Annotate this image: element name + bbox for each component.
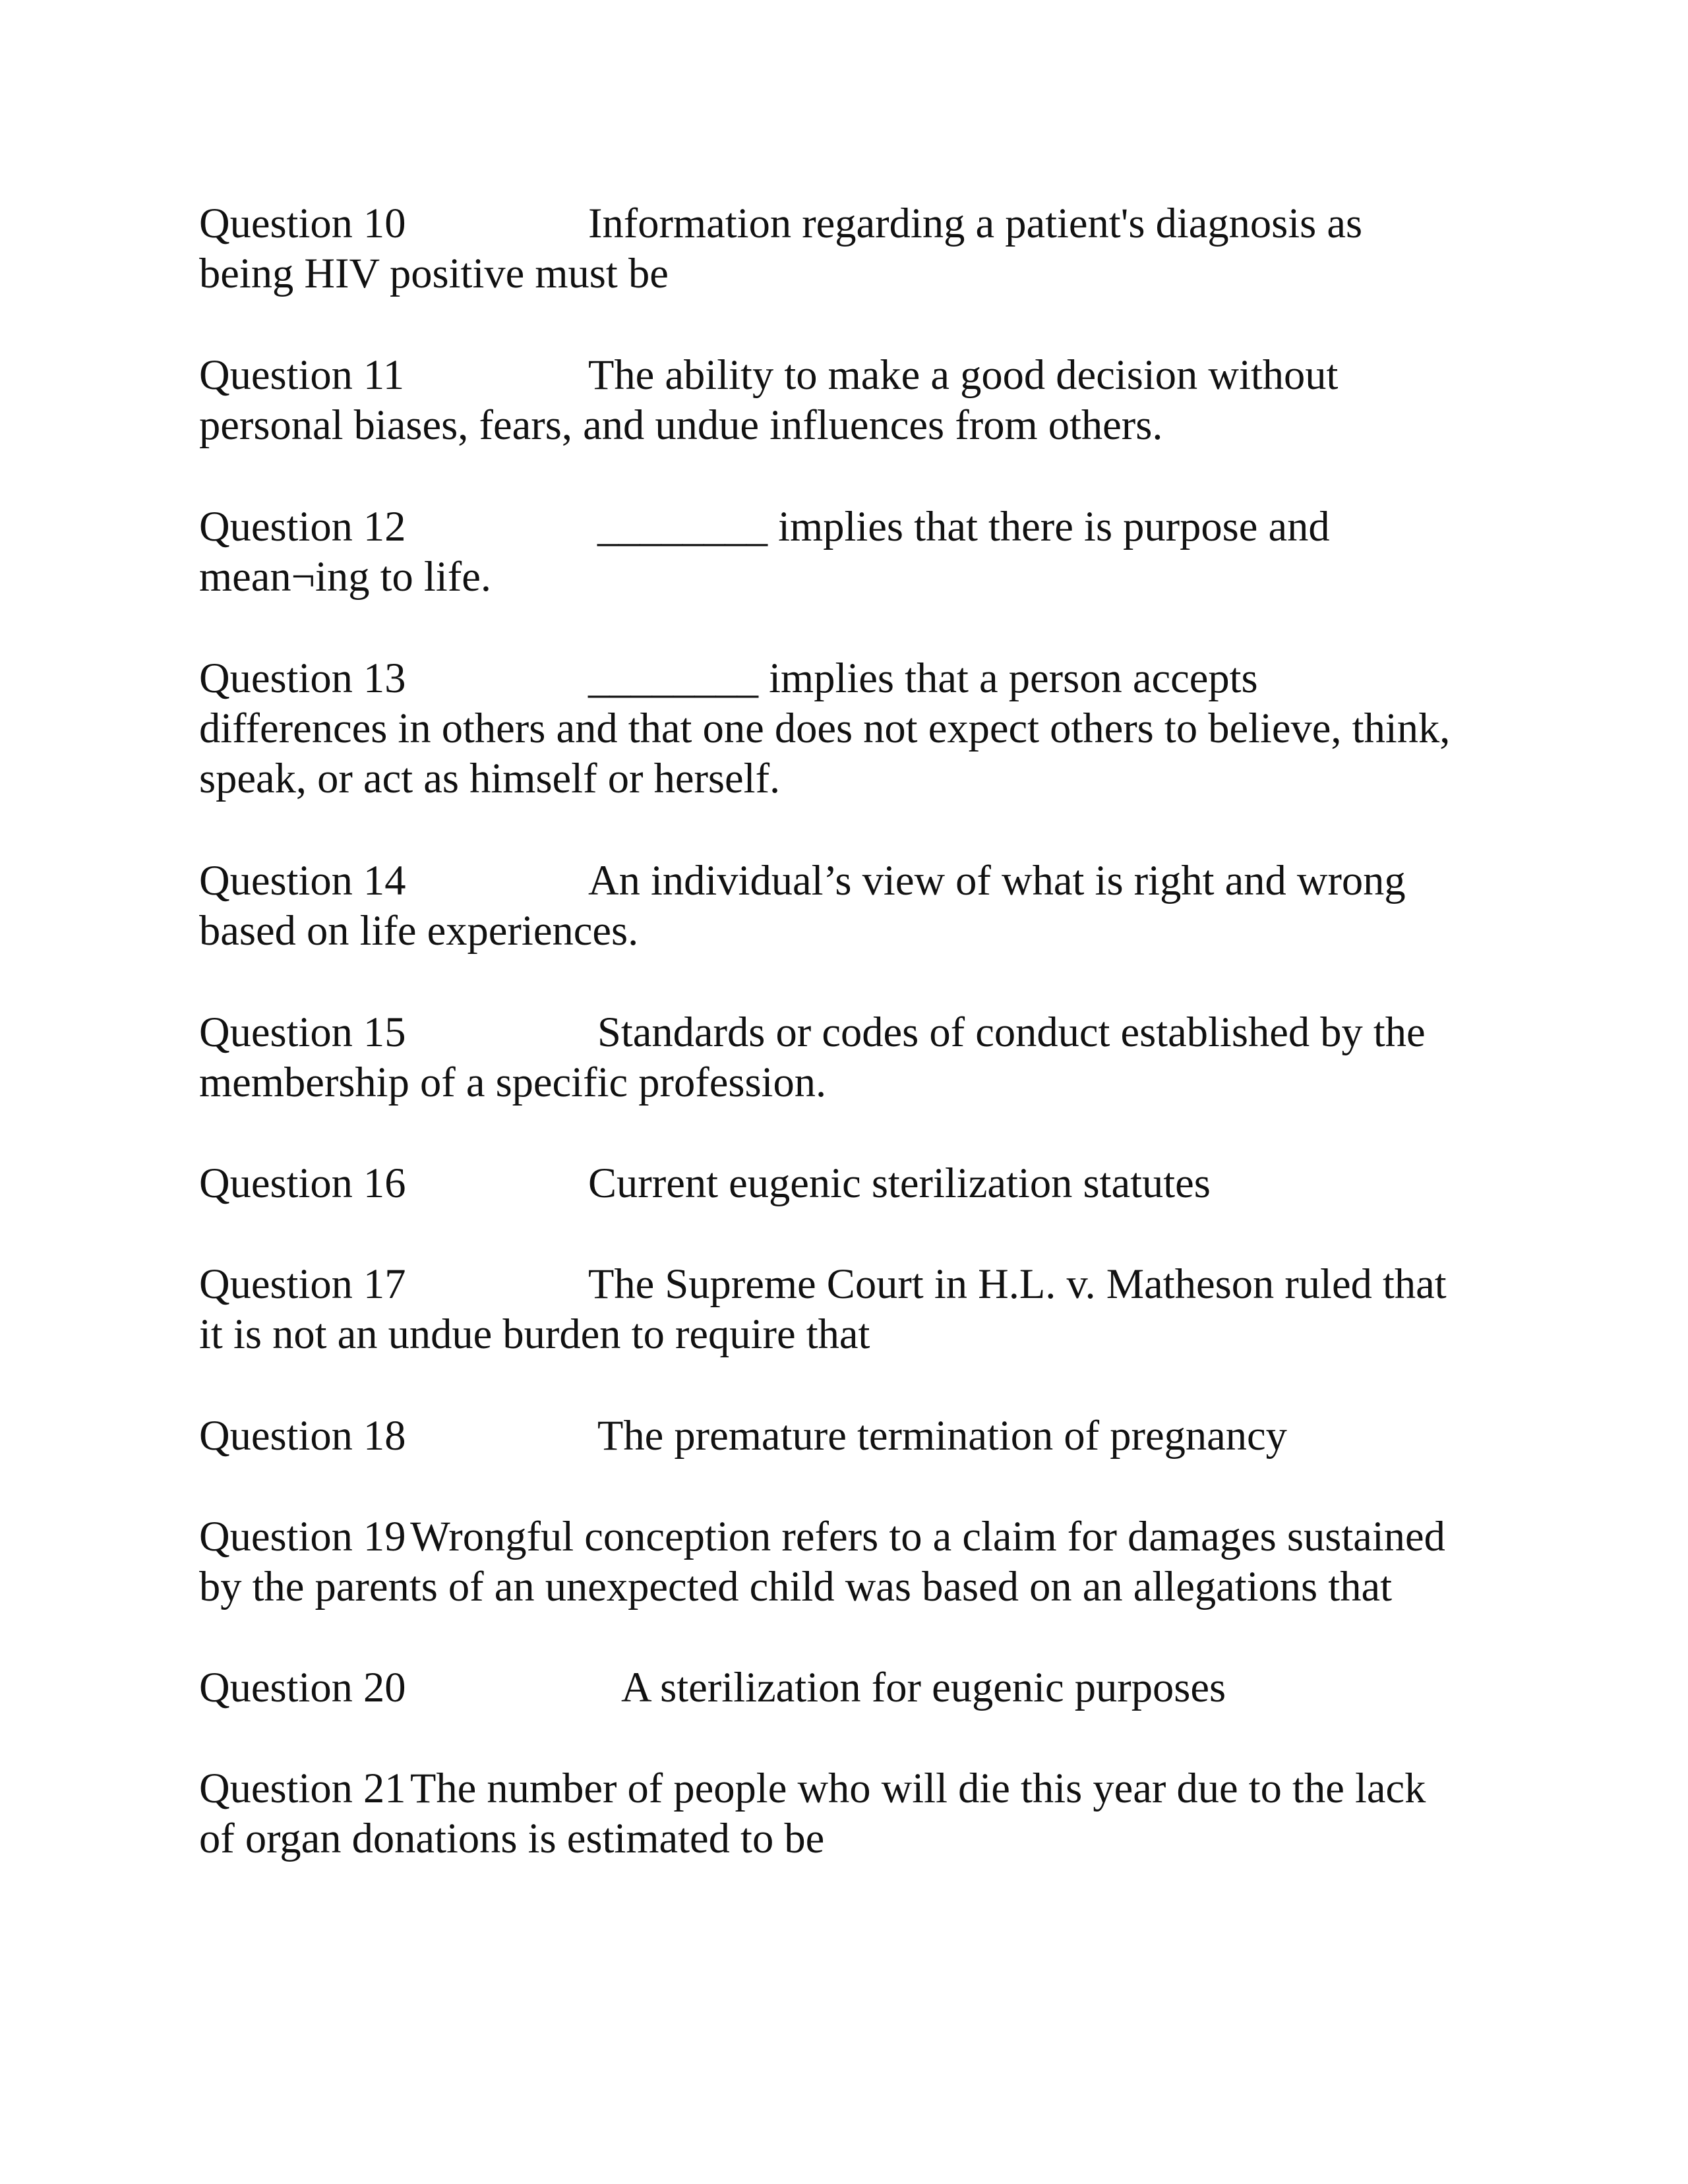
question-text-continued: it is not an undue burden to require that	[199, 1311, 870, 1357]
question-label: Question 17	[199, 1260, 406, 1307]
question-text: ________ implies that a person accepts	[588, 655, 1258, 701]
question-text-continued: membership of a specific profession.	[199, 1059, 827, 1106]
question-13	[199, 653, 1531, 804]
question-19	[199, 1512, 1531, 1612]
question-label: Question 12	[199, 503, 406, 550]
question-label: Question 14	[199, 857, 406, 904]
question-label: Question 20	[199, 1664, 406, 1711]
question-text: An individual’s view of what is right and wrong	[588, 857, 1406, 904]
question-text: Information regarding a patient's diagnosis as	[588, 200, 1363, 247]
question-label: Question 10	[199, 200, 406, 247]
question-text-continued: speak, or act as himself or herself.	[199, 755, 781, 802]
question-text-continued: based on life experiences.	[199, 907, 639, 954]
question-label: Question 18	[199, 1412, 406, 1459]
question-text: ________ implies that there is purpose and	[597, 503, 1330, 550]
question-text: The ability to make a good decision without	[588, 351, 1339, 398]
question-text-continued: being HIV positive must be	[199, 250, 669, 297]
question-text: Wrongful conception refers to a claim for damages sustained	[410, 1513, 1445, 1560]
question-17	[199, 1259, 1531, 1359]
question-16	[199, 1158, 1531, 1208]
question-text: The Supreme Court in H.L. v. Matheson ruled that	[588, 1260, 1447, 1307]
question-text: Standards or codes of conduct established by the	[597, 1009, 1426, 1055]
question-text: Current eugenic sterilization statutes	[588, 1160, 1211, 1206]
question-text-continued: mean¬ing to life.	[199, 553, 491, 600]
question-12	[199, 502, 1531, 602]
question-label: Question 15	[199, 1009, 406, 1055]
question-text: The premature termination of pregnancy	[597, 1412, 1287, 1459]
question-21	[199, 1763, 1531, 1864]
question-text: A sterilization for eugenic purposes	[621, 1664, 1226, 1711]
question-14	[199, 856, 1531, 956]
question-label: Question 16	[199, 1160, 406, 1206]
question-11	[199, 350, 1531, 450]
question-text-continued: differences in others and that one does not expect others to believe, think,	[199, 705, 1451, 752]
question-text-continued: personal biases, fears, and undue influences from others.	[199, 401, 1163, 448]
question-15	[199, 1007, 1531, 1107]
question-text-continued: by the parents of an unexpected child was based on an allegations that	[199, 1563, 1392, 1610]
question-label: Question 19	[199, 1513, 406, 1560]
question-10	[199, 198, 1531, 299]
question-label: Question 21	[199, 1765, 406, 1812]
question-18	[199, 1411, 1531, 1461]
question-label: Question 11	[199, 351, 405, 398]
question-text-continued: of organ donations is estimated to be	[199, 1815, 825, 1862]
question-text: The number of people who will die this year due to the lack	[410, 1765, 1426, 1812]
question-20	[199, 1663, 1531, 1713]
question-label: Question 13	[199, 655, 406, 701]
